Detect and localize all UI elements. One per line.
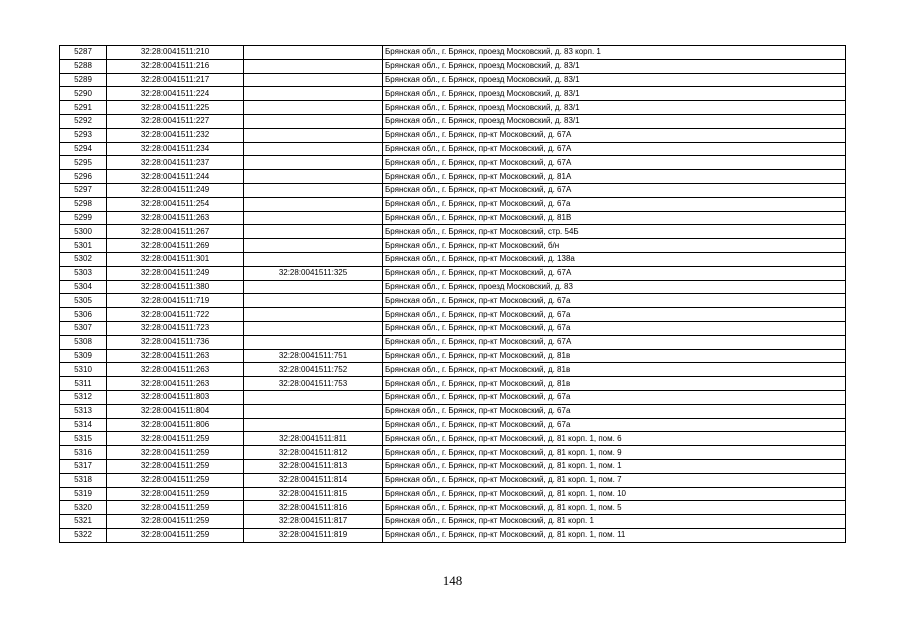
cadastral-number-cell: 32:28:0041511:269 (107, 239, 244, 253)
row-number-cell: 5320 (60, 501, 107, 515)
row-number-cell: 5305 (60, 294, 107, 308)
table-row (60, 197, 846, 211)
address-cell: Брянская обл., г. Брянск, пр-кт Московский, д. 67а (383, 197, 846, 211)
row-number-cell: 5312 (60, 390, 107, 404)
object-cadastral-number-cell (244, 170, 383, 184)
table-row (60, 473, 846, 487)
table-row (60, 46, 846, 60)
table-row (60, 404, 846, 418)
table-row (60, 87, 846, 101)
address-cell: Брянская обл., г. Брянск, пр-кт Московский, д. 81А (383, 170, 846, 184)
address-cell: Брянская обл., г. Брянск, пр-кт Московский, д. 81в (383, 363, 846, 377)
object-cadastral-number-cell (244, 239, 383, 253)
table-row (60, 321, 846, 335)
cadastral-number-cell: 32:28:0041511:263 (107, 349, 244, 363)
row-number-cell: 5310 (60, 363, 107, 377)
cadastral-number-cell: 32:28:0041511:259 (107, 446, 244, 460)
address-cell: Брянская обл., г. Брянск, пр-кт Московский, д. 81 корп. 1 (383, 515, 846, 529)
row-number-cell: 5321 (60, 515, 107, 529)
row-number-cell: 5317 (60, 459, 107, 473)
object-cadastral-number-cell (244, 156, 383, 170)
object-cadastral-number-cell: 32:28:0041511:813 (244, 459, 383, 473)
cadastral-number-cell: 32:28:0041511:234 (107, 142, 244, 156)
row-number-cell: 5295 (60, 156, 107, 170)
cadastral-number-cell: 32:28:0041511:806 (107, 418, 244, 432)
row-number-cell: 5316 (60, 446, 107, 460)
address-cell: Брянская обл., г. Брянск, пр-кт Московский, д. 81 корп. 1, пом. 5 (383, 501, 846, 515)
row-number-cell: 5290 (60, 87, 107, 101)
address-cell: Брянская обл., г. Брянск, пр-кт Московский, д. 81 корп. 1, пом. 7 (383, 473, 846, 487)
cadastral-number-cell: 32:28:0041511:719 (107, 294, 244, 308)
object-cadastral-number-cell: 32:28:0041511:814 (244, 473, 383, 487)
object-cadastral-number-cell (244, 59, 383, 73)
row-number-cell: 5287 (60, 46, 107, 60)
cadastral-number-cell: 32:28:0041511:259 (107, 515, 244, 529)
row-number-cell: 5322 (60, 528, 107, 542)
table-row (60, 528, 846, 542)
row-number-cell: 5297 (60, 183, 107, 197)
cadastral-number-cell: 32:28:0041511:263 (107, 363, 244, 377)
cadastral-number-cell: 32:28:0041511:259 (107, 459, 244, 473)
table-row (60, 459, 846, 473)
row-number-cell: 5309 (60, 349, 107, 363)
table-row (60, 252, 846, 266)
row-number-cell: 5306 (60, 308, 107, 322)
object-cadastral-number-cell (244, 128, 383, 142)
cadastral-number-cell: 32:28:0041511:259 (107, 473, 244, 487)
table-row (60, 211, 846, 225)
object-cadastral-number-cell (244, 142, 383, 156)
address-cell: Брянская обл., г. Брянск, проезд Московский, д. 83/1 (383, 87, 846, 101)
object-cadastral-number-cell (244, 308, 383, 322)
cadastral-number-cell: 32:28:0041511:263 (107, 211, 244, 225)
table-row (60, 128, 846, 142)
address-cell: Брянская обл., г. Брянск, пр-кт Московский, д. 67А (383, 142, 846, 156)
address-cell: Брянская обл., г. Брянск, пр-кт Московский, д. 67а (383, 294, 846, 308)
object-cadastral-number-cell: 32:28:0041511:752 (244, 363, 383, 377)
table-row (60, 390, 846, 404)
row-number-cell: 5296 (60, 170, 107, 184)
address-cell: Брянская обл., г. Брянск, пр-кт Московский, д. 67А (383, 335, 846, 349)
address-cell: Брянская обл., г. Брянск, пр-кт Московский, д. 67а (383, 308, 846, 322)
address-cell: Брянская обл., г. Брянск, пр-кт Московский, б/н (383, 239, 846, 253)
cadastral-number-cell: 32:28:0041511:217 (107, 73, 244, 87)
address-cell: Брянская обл., г. Брянск, проезд Московский, д. 83/1 (383, 101, 846, 115)
cadastral-number-cell: 32:28:0041511:301 (107, 252, 244, 266)
object-cadastral-number-cell (244, 280, 383, 294)
cadastral-number-cell: 32:28:0041511:259 (107, 487, 244, 501)
object-cadastral-number-cell: 32:28:0041511:812 (244, 446, 383, 460)
cadastral-number-cell: 32:28:0041511:259 (107, 501, 244, 515)
object-cadastral-number-cell (244, 294, 383, 308)
cadastral-number-cell: 32:28:0041511:225 (107, 101, 244, 115)
address-cell: Брянская обл., г. Брянск, пр-кт Московский, д. 67А (383, 183, 846, 197)
cadastral-number-cell: 32:28:0041511:259 (107, 432, 244, 446)
table-row (60, 308, 846, 322)
address-cell: Брянская обл., г. Брянск, проезд Московский, д. 83 (383, 280, 846, 294)
table-row (60, 114, 846, 128)
table-row (60, 418, 846, 432)
cadastral-number-cell: 32:28:0041511:722 (107, 308, 244, 322)
cadastral-number-cell: 32:28:0041511:736 (107, 335, 244, 349)
table-row (60, 142, 846, 156)
row-number-cell: 5319 (60, 487, 107, 501)
cadastral-number-cell: 32:28:0041511:259 (107, 528, 244, 542)
table-row (60, 156, 846, 170)
object-cadastral-number-cell (244, 211, 383, 225)
table-row (60, 501, 846, 515)
cadastral-number-cell: 32:28:0041511:804 (107, 404, 244, 418)
address-cell: Брянская обл., г. Брянск, пр-кт Московский, д. 67а (383, 321, 846, 335)
table-row (60, 363, 846, 377)
address-cell: Брянская обл., г. Брянск, пр-кт Московский, д. 81 корп. 1, пом. 6 (383, 432, 846, 446)
object-cadastral-number-cell (244, 335, 383, 349)
cadastral-number-cell: 32:28:0041511:249 (107, 266, 244, 280)
object-cadastral-number-cell (244, 87, 383, 101)
table-row (60, 432, 846, 446)
row-number-cell: 5293 (60, 128, 107, 142)
row-number-cell: 5303 (60, 266, 107, 280)
object-cadastral-number-cell: 32:28:0041511:815 (244, 487, 383, 501)
table-row (60, 487, 846, 501)
address-cell: Брянская обл., г. Брянск, пр-кт Московский, стр. 54Б (383, 225, 846, 239)
row-number-cell: 5313 (60, 404, 107, 418)
cadastral-number-cell: 32:28:0041511:210 (107, 46, 244, 60)
cadastral-number-cell: 32:28:0041511:803 (107, 390, 244, 404)
address-cell: Брянская обл., г. Брянск, пр-кт Московский, д. 81 корп. 1, пом. 11 (383, 528, 846, 542)
cadastral-number-cell: 32:28:0041511:380 (107, 280, 244, 294)
table-row (60, 170, 846, 184)
row-number-cell: 5307 (60, 321, 107, 335)
row-number-cell: 5314 (60, 418, 107, 432)
row-number-cell: 5302 (60, 252, 107, 266)
table-row (60, 294, 846, 308)
address-cell: Брянская обл., г. Брянск, пр-кт Московский, д. 67а (383, 390, 846, 404)
table-row (60, 446, 846, 460)
object-cadastral-number-cell: 32:28:0041511:811 (244, 432, 383, 446)
row-number-cell: 5291 (60, 101, 107, 115)
object-cadastral-number-cell (244, 197, 383, 211)
object-cadastral-number-cell (244, 46, 383, 60)
address-cell: Брянская обл., г. Брянск, проезд Московский, д. 83 корп. 1 (383, 46, 846, 60)
table-row (60, 225, 846, 239)
address-cell: Брянская обл., г. Брянск, пр-кт Московский, д. 67А (383, 266, 846, 280)
address-cell: Брянская обл., г. Брянск, пр-кт Московский, д. 81в (383, 349, 846, 363)
address-cell: Брянская обл., г. Брянск, проезд Московский, д. 83/1 (383, 59, 846, 73)
object-cadastral-number-cell (244, 225, 383, 239)
page-number: 148 (442, 573, 463, 588)
address-cell: Брянская обл., г. Брянск, проезд Московский, д. 83/1 (383, 73, 846, 87)
table-row (60, 73, 846, 87)
data-table (59, 45, 846, 543)
row-number-cell: 5318 (60, 473, 107, 487)
object-cadastral-number-cell: 32:28:0041511:819 (244, 528, 383, 542)
row-number-cell: 5289 (60, 73, 107, 87)
table-row (60, 183, 846, 197)
address-cell: Брянская обл., г. Брянск, пр-кт Московский, д. 81В (383, 211, 846, 225)
row-number-cell: 5288 (60, 59, 107, 73)
object-cadastral-number-cell: 32:28:0041511:753 (244, 377, 383, 391)
table-row (60, 101, 846, 115)
address-cell: Брянская обл., г. Брянск, проезд Московский, д. 83/1 (383, 114, 846, 128)
row-number-cell: 5311 (60, 377, 107, 391)
row-number-cell: 5308 (60, 335, 107, 349)
address-cell: Брянская обл., г. Брянск, пр-кт Московский, д. 81 корп. 1, пом. 10 (383, 487, 846, 501)
object-cadastral-number-cell (244, 101, 383, 115)
table-row (60, 239, 846, 253)
object-cadastral-number-cell (244, 390, 383, 404)
row-number-cell: 5294 (60, 142, 107, 156)
table-row (60, 335, 846, 349)
address-cell: Брянская обл., г. Брянск, пр-кт Московский, д. 67а (383, 418, 846, 432)
table-body (60, 46, 846, 543)
row-number-cell: 5292 (60, 114, 107, 128)
cadastral-number-cell: 32:28:0041511:267 (107, 225, 244, 239)
object-cadastral-number-cell (244, 418, 383, 432)
address-cell: Брянская обл., г. Брянск, пр-кт Московский, д. 138а (383, 252, 846, 266)
row-number-cell: 5301 (60, 239, 107, 253)
cadastral-number-cell: 32:28:0041511:224 (107, 87, 244, 101)
cadastral-number-cell: 32:28:0041511:244 (107, 170, 244, 184)
cadastral-number-cell: 32:28:0041511:263 (107, 377, 244, 391)
object-cadastral-number-cell: 32:28:0041511:817 (244, 515, 383, 529)
table-row (60, 377, 846, 391)
object-cadastral-number-cell (244, 252, 383, 266)
address-cell: Брянская обл., г. Брянск, пр-кт Московский, д. 81 корп. 1, пом. 1 (383, 459, 846, 473)
object-cadastral-number-cell: 32:28:0041511:816 (244, 501, 383, 515)
object-cadastral-number-cell (244, 404, 383, 418)
cadastral-number-cell: 32:28:0041511:254 (107, 197, 244, 211)
table-row (60, 266, 846, 280)
row-number-cell: 5304 (60, 280, 107, 294)
cadastral-number-cell: 32:28:0041511:237 (107, 156, 244, 170)
object-cadastral-number-cell: 32:28:0041511:751 (244, 349, 383, 363)
address-cell: Брянская обл., г. Брянск, пр-кт Московский, д. 81 корп. 1, пом. 9 (383, 446, 846, 460)
address-cell: Брянская обл., г. Брянск, пр-кт Московский, д. 67А (383, 156, 846, 170)
row-number-cell: 5299 (60, 211, 107, 225)
object-cadastral-number-cell: 32:28:0041511:325 (244, 266, 383, 280)
table-row (60, 515, 846, 529)
address-cell: Брянская обл., г. Брянск, пр-кт Московский, д. 67А (383, 128, 846, 142)
object-cadastral-number-cell (244, 73, 383, 87)
row-number-cell: 5298 (60, 197, 107, 211)
table-row (60, 59, 846, 73)
cadastral-number-cell: 32:28:0041511:723 (107, 321, 244, 335)
address-cell: Брянская обл., г. Брянск, пр-кт Московский, д. 81в (383, 377, 846, 391)
row-number-cell: 5300 (60, 225, 107, 239)
address-cell: Брянская обл., г. Брянск, пр-кт Московский, д. 67а (383, 404, 846, 418)
object-cadastral-number-cell (244, 321, 383, 335)
table-row (60, 280, 846, 294)
cadastral-number-cell: 32:28:0041511:249 (107, 183, 244, 197)
object-cadastral-number-cell (244, 183, 383, 197)
row-number-cell: 5315 (60, 432, 107, 446)
cadastral-number-cell: 32:28:0041511:232 (107, 128, 244, 142)
table-row (60, 349, 846, 363)
cadastral-number-cell: 32:28:0041511:227 (107, 114, 244, 128)
object-cadastral-number-cell (244, 114, 383, 128)
cadastral-number-cell: 32:28:0041511:216 (107, 59, 244, 73)
